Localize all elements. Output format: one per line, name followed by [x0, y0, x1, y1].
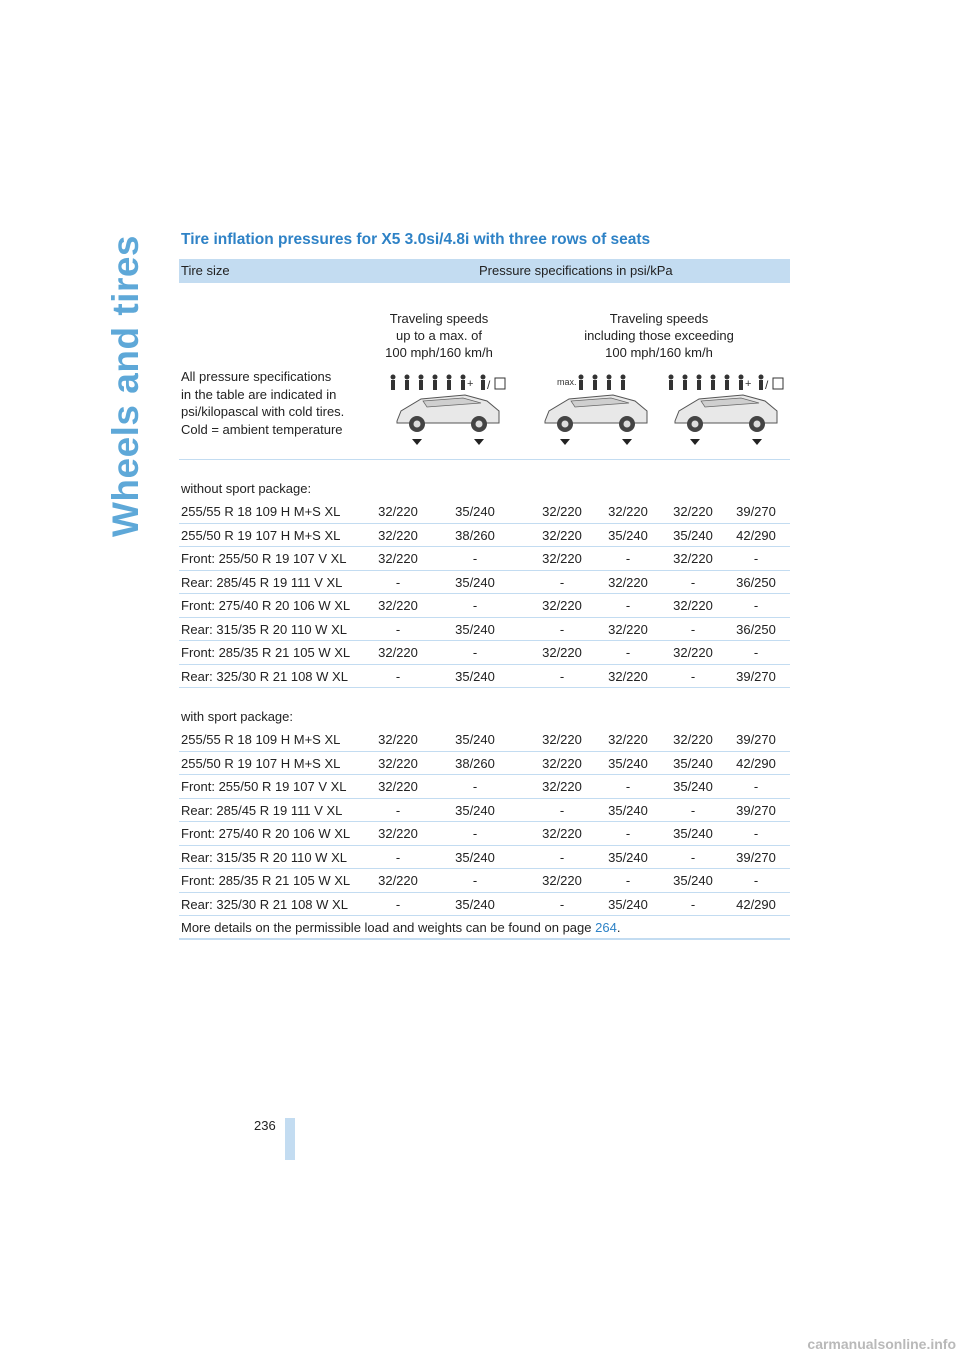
pressure-cell: 32/220 [378, 527, 418, 543]
tire-size-cell: 255/55 R 18 109 H M+S XL [181, 732, 341, 747]
pressure-cell: 32/220 [378, 551, 418, 566]
pressure-cell: 32/220 [378, 645, 418, 660]
pressure-cell: - [395, 574, 401, 590]
pressure-cell: 38/260 [455, 755, 495, 771]
pressure-cell: - [625, 645, 631, 660]
tire-size-cell: Rear: 285/45 R 19 111 V XL [181, 574, 343, 590]
pressure-cell: 32/220 [673, 551, 713, 566]
svg-text:/: / [765, 378, 769, 392]
pressure-cell: 35/240 [673, 527, 713, 543]
section-title: Tire inflation pressures for X5 3.0si/4.8i with three rows of seats [181, 231, 651, 248]
pressure-cell: 35/240 [455, 732, 495, 747]
table-row [179, 799, 790, 823]
pressure-cell: 32/220 [542, 527, 582, 543]
pressure-cell: 35/240 [608, 802, 648, 818]
pressure-cell: 32/220 [673, 732, 713, 747]
pressure-cell: - [690, 668, 696, 684]
pressure-cell: 35/240 [455, 574, 495, 590]
pressure-cell: - [690, 574, 696, 590]
table-row [179, 618, 790, 642]
pressure-cell: - [559, 574, 565, 590]
pressure-cell: 32/220 [673, 645, 713, 660]
table-row [179, 728, 790, 752]
footer-end: . [616, 920, 621, 935]
table-subheader [179, 283, 790, 460]
group-label: with sport package: [181, 709, 294, 724]
table-header [179, 259, 790, 283]
pressure-cell: 32/220 [542, 732, 582, 747]
pressure-cell: - [559, 849, 565, 865]
speed-heading-up-to-100: Traveling speeds up to a max. of 100 mph/160 km/h [385, 311, 493, 360]
pressure-cell: 32/220 [673, 504, 713, 519]
full-load-car-icon-2 [665, 373, 791, 449]
pressure-cell: - [753, 873, 759, 888]
pressure-cell: 35/240 [455, 621, 495, 637]
pressure-cell: - [625, 598, 631, 613]
pressure-cell: 39/270 [736, 802, 776, 818]
svg-text:+: + [745, 378, 752, 390]
pressure-cell: 38/260 [455, 527, 495, 543]
pressure-cell: - [559, 802, 565, 818]
pressure-note: All pressure specifications in the table are indicated in psi/kilopascal with cold tires. Cold = ambient temperature [181, 369, 345, 437]
page-number: 236 [254, 1118, 276, 1133]
tire-size-cell: Rear: 315/35 R 20 110 W XL [181, 849, 347, 865]
svg-text:/: / [487, 378, 491, 392]
pressure-cell: - [472, 551, 478, 566]
svg-text:max.: max. [557, 377, 577, 387]
pressure-cell: 32/220 [608, 668, 648, 684]
pressure-cell: 35/240 [455, 896, 495, 912]
page-marker-bar [285, 1118, 295, 1160]
table-row [179, 500, 790, 524]
pressure-cell: - [395, 668, 401, 684]
pressure-cell: - [753, 551, 759, 566]
pressure-cell: 32/220 [608, 621, 648, 637]
pressure-cell: 42/290 [736, 527, 776, 543]
pressure-cell: - [395, 896, 401, 912]
table-footer [179, 916, 790, 940]
pressure-cell: 32/220 [378, 504, 418, 519]
pressure-cell: 35/240 [673, 873, 713, 888]
tire-size-cell: Front: 255/50 R 19 107 V XL [181, 779, 347, 794]
svg-text:+: + [467, 378, 474, 390]
pressure-cell: 35/240 [608, 896, 648, 912]
group-label: without sport package: [181, 481, 312, 496]
pressure-cell: - [625, 873, 631, 888]
pressure-cell: 35/240 [455, 849, 495, 865]
pressure-cell: 32/220 [542, 755, 582, 771]
footer-text: More details on the permissible load and weights can be found on page [181, 920, 596, 935]
table-row [179, 893, 790, 917]
pressure-cell: - [690, 896, 696, 912]
pressure-cell: - [472, 645, 478, 660]
pressure-cell: 32/220 [608, 732, 648, 747]
pressure-cell: 32/220 [608, 504, 648, 519]
pressure-cell: 32/220 [673, 598, 713, 613]
tire-size-cell: Rear: 325/30 R 21 108 W XL [181, 668, 348, 684]
pressure-cell: - [625, 779, 631, 794]
pressure-cell: - [625, 826, 631, 841]
table-row [179, 869, 790, 893]
pressure-cell: 32/220 [542, 779, 582, 794]
table-body [179, 460, 790, 916]
pressure-cell: - [395, 621, 401, 637]
pressure-cell: - [753, 826, 759, 841]
pressure-cell: 35/240 [608, 849, 648, 865]
pressure-cell: - [559, 668, 565, 684]
pressure-cell: 35/240 [673, 755, 713, 771]
header-pressure: Pressure specifications in psi/kPa [479, 263, 673, 278]
pressure-cell: 32/220 [542, 826, 582, 841]
pressure-cell: 42/290 [736, 896, 776, 912]
pressure-cell: 35/240 [455, 504, 495, 519]
pressure-cell: 32/220 [542, 598, 582, 613]
watermark: carmanualsonline.info [807, 1336, 956, 1352]
table-row [179, 641, 790, 665]
table-row [179, 571, 790, 595]
pressure-cell: 35/240 [673, 826, 713, 841]
tire-size-cell: 255/50 R 19 107 H M+S XL [181, 755, 341, 771]
header-tire-size: Tire size [181, 263, 230, 278]
pressure-cell: - [753, 779, 759, 794]
pressure-cell: - [625, 551, 631, 566]
tire-size-cell: Rear: 325/30 R 21 108 W XL [181, 896, 348, 912]
pressure-cell: - [395, 802, 401, 818]
pressure-cell: 39/270 [736, 504, 776, 519]
pressure-cell: - [690, 621, 696, 637]
pressure-cell: 32/220 [378, 779, 418, 794]
tire-size-cell: Front: 285/35 R 21 105 W XL [181, 873, 351, 888]
tire-size-cell: 255/50 R 19 107 H M+S XL [181, 527, 341, 543]
pressure-cell: 36/250 [736, 574, 776, 590]
pressure-cell: - [690, 849, 696, 865]
pressure-cell: 32/220 [378, 755, 418, 771]
pressure-cell: - [472, 779, 478, 794]
pressure-cell: - [395, 849, 401, 865]
table-row [179, 547, 790, 571]
table-row [179, 665, 790, 689]
table-row [179, 822, 790, 846]
pressure-cell: 32/220 [542, 645, 582, 660]
tire-size-cell: Front: 275/40 R 20 106 W XL [181, 598, 351, 613]
tire-pressure-table [179, 259, 790, 940]
full-load-car-icon [387, 373, 513, 449]
table-row [179, 524, 790, 548]
pressure-cell: - [472, 598, 478, 613]
pressure-cell: - [472, 826, 478, 841]
tire-size-cell: Front: 255/50 R 19 107 V XL [181, 551, 347, 566]
pressure-cell: 32/220 [542, 551, 582, 566]
pressure-cell: - [559, 621, 565, 637]
tire-size-cell: Front: 275/40 R 20 106 W XL [181, 826, 351, 841]
pressure-cell: 39/270 [736, 668, 776, 684]
pressure-cell: - [472, 873, 478, 888]
pressure-cell: 32/220 [542, 504, 582, 519]
table-row [179, 752, 790, 776]
table-row [179, 846, 790, 870]
max-load-car-icon [535, 373, 661, 449]
pressure-cell: - [753, 645, 759, 660]
tire-size-cell: Rear: 315/35 R 20 110 W XL [181, 621, 347, 637]
pressure-cell: 39/270 [736, 849, 776, 865]
pressure-cell: 39/270 [736, 732, 776, 747]
pressure-cell: 32/220 [378, 873, 418, 888]
pressure-cell: 35/240 [455, 668, 495, 684]
pressure-cell: - [690, 802, 696, 818]
pressure-cell: 35/240 [673, 779, 713, 794]
pressure-cell: 35/240 [455, 802, 495, 818]
tire-size-cell: 255/55 R 18 109 H M+S XL [181, 504, 341, 519]
pressure-cell: 36/250 [736, 621, 776, 637]
pressure-cell: 35/240 [608, 527, 648, 543]
side-title: Wheels and tires [105, 235, 146, 538]
speed-heading-over-100: Traveling speeds including those exceeding 100 mph/160 km/h [584, 311, 734, 360]
pressure-cell: - [559, 896, 565, 912]
tire-size-cell: Rear: 285/45 R 19 111 V XL [181, 802, 343, 818]
table-row [179, 775, 790, 799]
pressure-cell: 35/240 [608, 755, 648, 771]
table-row [179, 594, 790, 618]
pressure-cell: 32/220 [378, 732, 418, 747]
pressure-cell: 32/220 [378, 826, 418, 841]
pressure-cell: 32/220 [608, 574, 648, 590]
pressure-cell: 32/220 [378, 598, 418, 613]
pressure-cell: - [753, 598, 759, 613]
tire-size-cell: Front: 285/35 R 21 105 W XL [181, 645, 351, 660]
page-link[interactable]: 264 [595, 920, 617, 935]
pressure-cell: 42/290 [736, 755, 776, 771]
pressure-cell: 32/220 [542, 873, 582, 888]
